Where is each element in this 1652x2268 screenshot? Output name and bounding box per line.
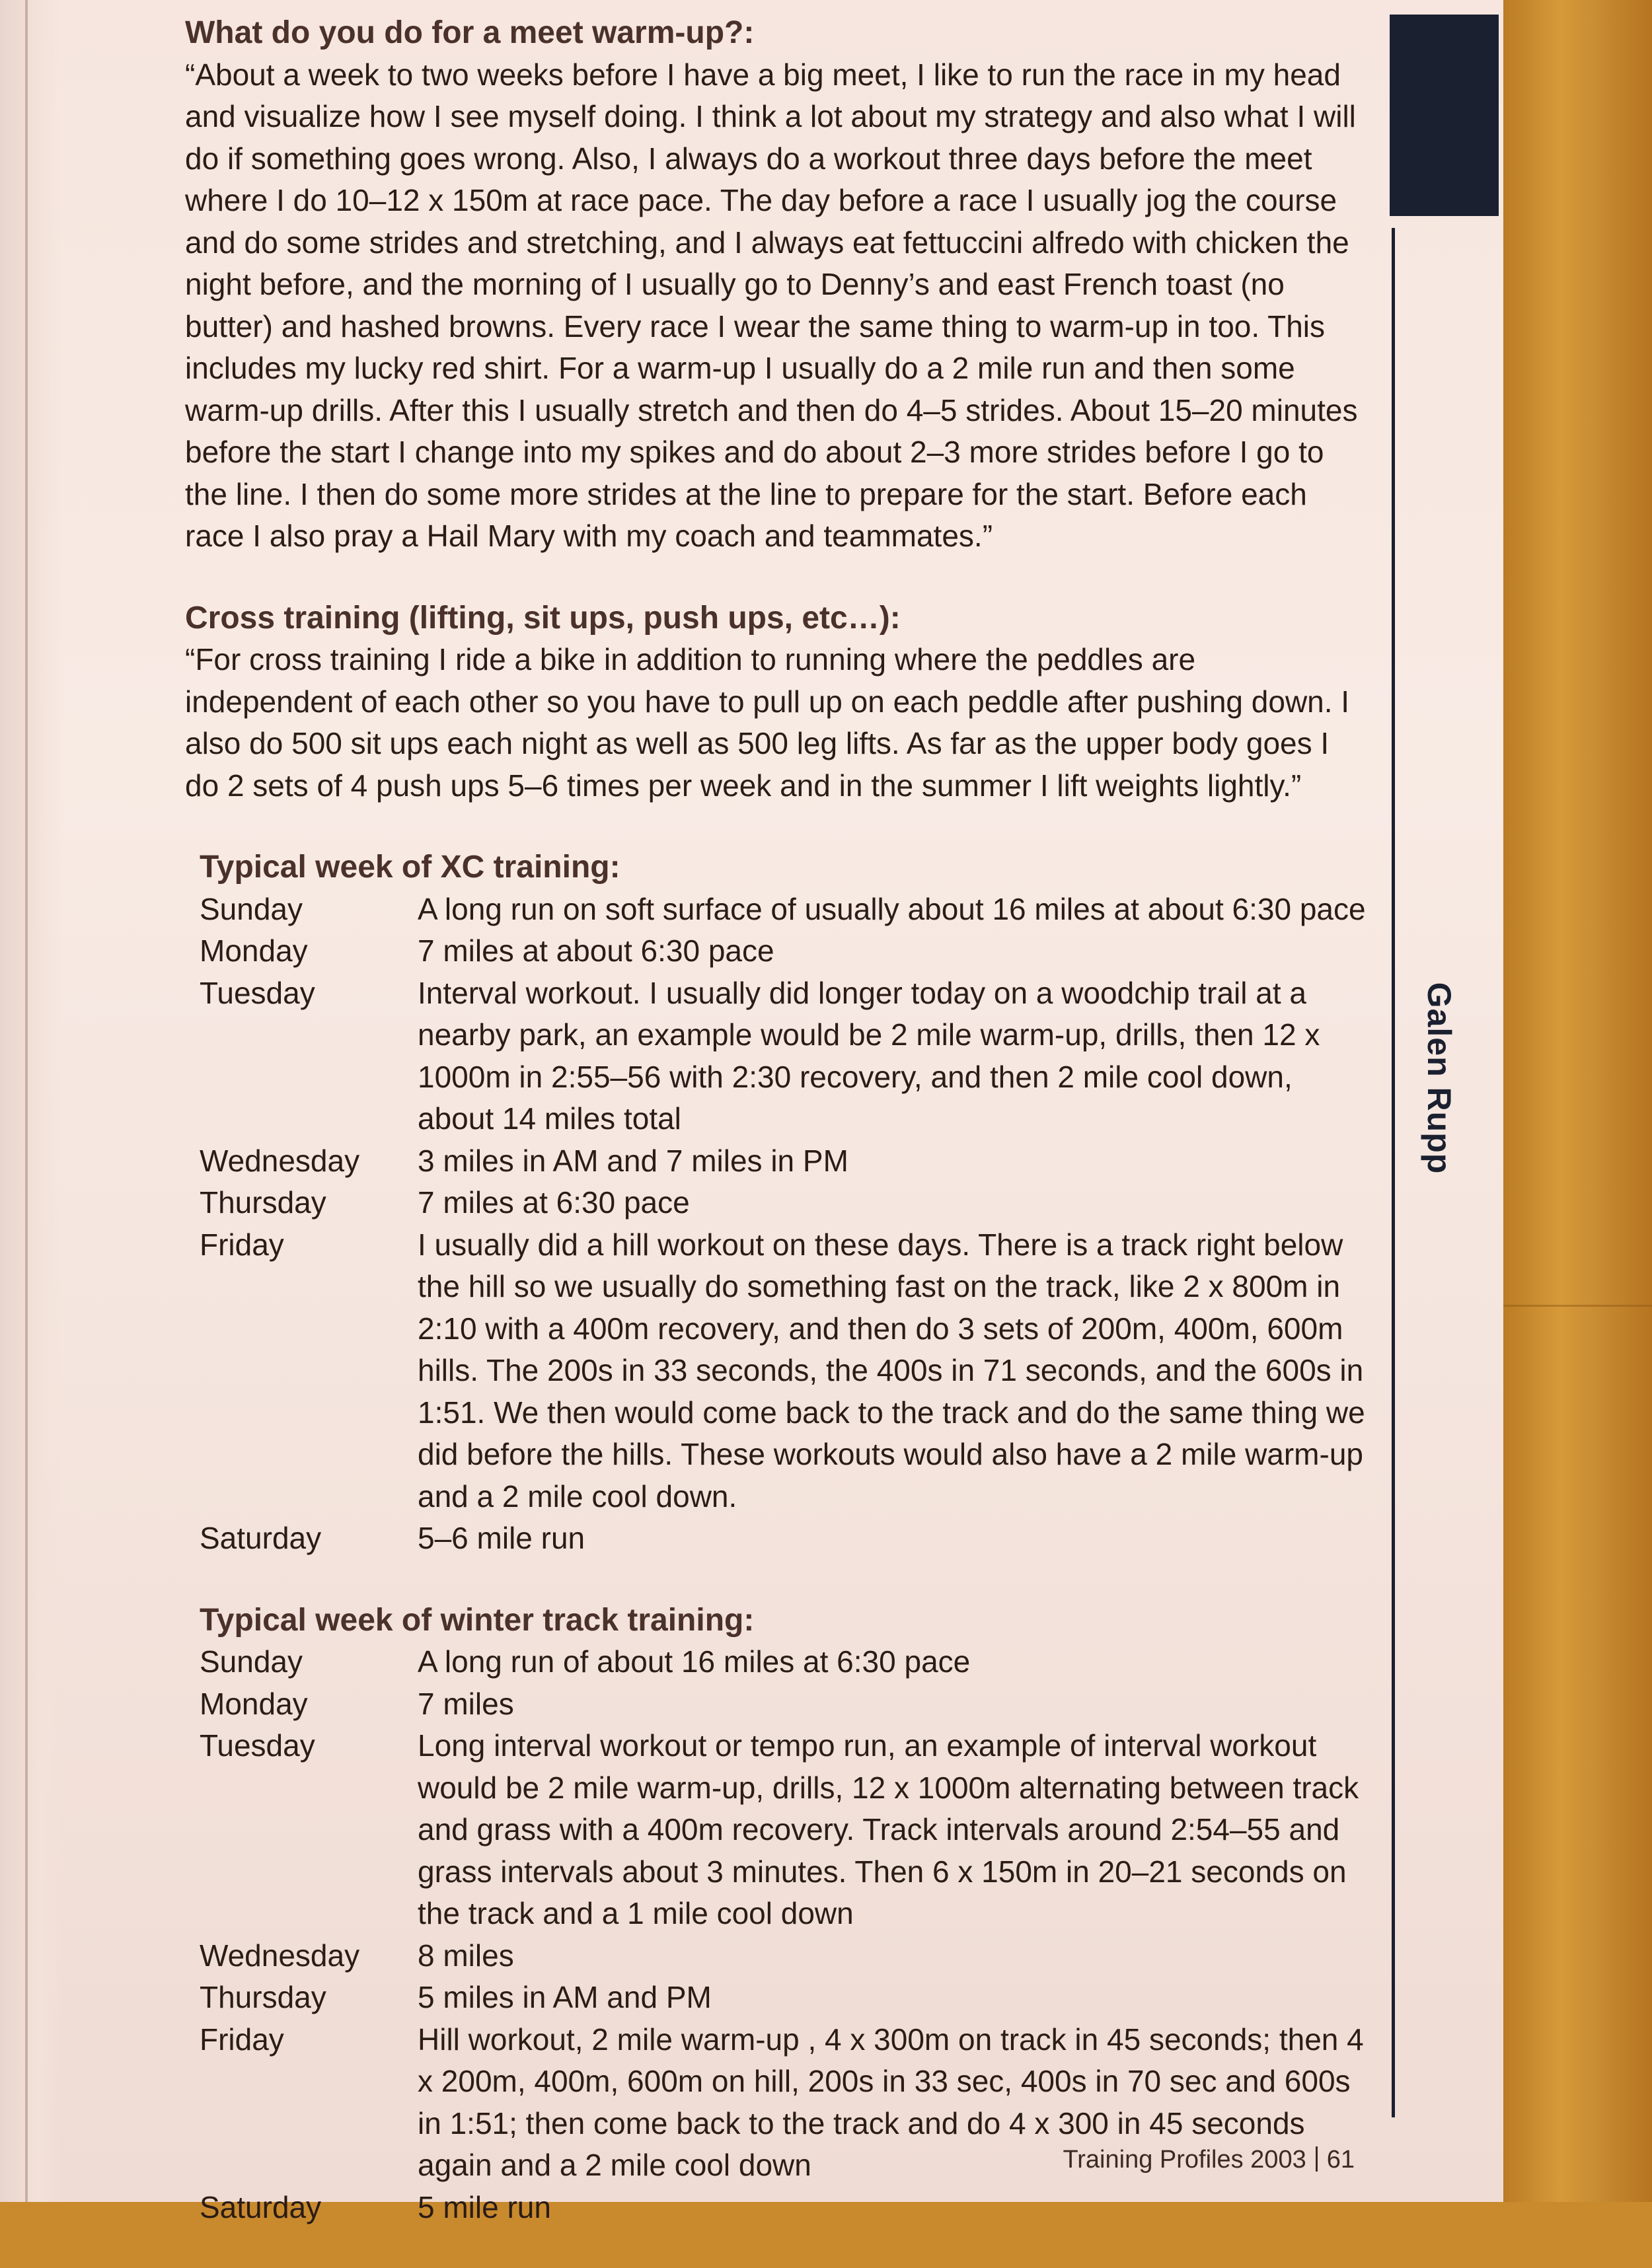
schedule-winter-track [185,1599,1371,2229]
section-heading: What do you do for a meet warm-up?: [185,15,755,50]
schedule-text: 3 miles in AM and 7 miles in PM [418,1143,848,1178]
schedule-row [185,1224,1371,1518]
schedule-row [185,930,1371,972]
section-heading: Cross training (lifting, sit ups, push ups, etc…): [185,600,901,636]
schedule-row [185,1641,1371,1683]
schedule-day: Monday [200,1686,308,1721]
page-footer [1063,2146,1355,2174]
schedule-day: Monday [200,933,308,968]
table-seam [1500,1305,1652,1307]
schedule-text: 5 mile run [418,2189,551,2224]
schedule-day: Saturday [200,1521,322,1555]
schedule-text: 7 miles at 6:30 pace [418,1185,690,1220]
schedule-text: I usually did a hill workout on these days. There is a track right below the hill so we usually do something fast on the track, like 2 x 800m in 2:10 with a 400m recovery, and then do 3 sets of 200m, 400m, 600m hills. The 200s in 33 seconds, the 400s in 71 seconds, and the 600s in 1:51. We then would come back to the track and do the same thing we did before the hills. These workouts would also have a 2 mile warm-up and a 2 mile cool down. [418,1227,1365,1514]
schedule-text: 5 miles in AM and PM [418,1980,712,2014]
schedule-day: Saturday [200,2189,322,2224]
schedule-text: Long interval workout or tempo run, an example of interval workout would be 2 mile warm-up, drills, 12 x 1000m alternating between track and grass with a 400m recovery. Track intervals around 2:54–55 and grass intervals about 3 minutes. Then 6 x 150m in 20–21 seconds on the track and a 1 mile cool down [418,1728,1359,1930]
section-cross-training [185,597,1371,807]
schedule-text: Interval workout. I usually did longer today on a woodchip trail at a nearby park, an example would be 2 mile warm-up, drills, then 12 x 1000m in 2:55–56 with 2:30 recovery, and then 2 mile cool down, about 14 miles total [418,975,1320,1136]
schedule-title: Typical week of XC training: [200,850,620,885]
publication-name: Training Profiles 2003 [1063,2146,1306,2174]
schedule-day: Tuesday [200,1728,315,1763]
schedule-text: A long run on soft surface of usually about 16 miles at about 6:30 pace [418,891,1366,926]
schedule-day: Thursday [200,1185,326,1220]
section-paragraph: “For cross training I ride a bike in addition to running where the peddles are independent of each other so you have to pull up on each peddle after pushing down. I also do 500 sit ups each night as well as 500 leg lifts. As far as the upper body goes I do 2 sets of 4 push ups 5–6 times per week and in the summer I lift weights lightly.” [185,642,1350,803]
schedule-day: Sunday [200,891,303,926]
page-number: 61 [1326,2146,1355,2174]
schedule-day: Tuesday [200,975,315,1010]
schedule-text: A long run of about 16 miles at 6:30 pace [418,1644,971,1679]
schedule-day: Friday [200,2022,284,2057]
section-tab-block [1390,15,1499,216]
schedule-row [185,1518,1371,1560]
schedule-row [185,1683,1371,1726]
schedule-row [185,1140,1371,1183]
schedule-text: 8 miles [418,1938,514,1973]
schedule-day: Friday [200,1227,284,1262]
schedule-xc [185,846,1371,1560]
footer-divider [1316,2146,1318,2172]
schedule-text: 7 miles [418,1686,514,1721]
running-header-name: Galen Rupp [1421,982,1458,1175]
schedule-title: Typical week of winter track training: [200,1602,755,1638]
schedule-text: Hill workout, 2 mile warm-up , 4 x 300m on track in 45 seconds; then 4 x 200m, 400m, 600m on hill, 200s in 33 sec, 400s in 70 sec and 600s in 1:51; then come back to the track and do 4 x 300 in 45 seconds again and a 2 mile cool down [418,2022,1364,2182]
schedule-row [185,972,1371,1140]
section-paragraph: “About a week to two weeks before I have a big meet, I like to run the race in my head and visualize how I see myself doing. I think a lot about my strategy and also what I will do if something goes wrong. Also, I always do a workout three days before the meet where I do 10–12 x 150m at race pace. The day before a race I usually jog the course and do some strides and stretching, and I always eat fettuccini alfredo with chicken the night before, and the morning of I usually go to Denny’s and east French toast (no butter) and hashed browns. Every race I wear the same thing to warm-up in too. This includes my lucky red shirt. For a warm-up I usually do a 2 mile run and then some warm-up drills. After this I usually stretch and then do 4–5 strides. About 15–20 minutes before the start I change into my spikes and do about 2–3 more strides before I go to the line. I then do some more strides at the line to prepare for the start. Before each race I also pray a Hail Mary with my coach and teammates.” [185,57,1358,553]
section-meet-warmup [185,12,1371,558]
vertical-rule [1392,228,1395,2117]
schedule-day: Thursday [200,1980,326,2014]
schedule-day: Sunday [200,1644,303,1679]
schedule-day: Wednesday [200,1938,360,1973]
schedule-text: 7 miles at about 6:30 pace [418,933,774,968]
schedule-row [185,1725,1371,1935]
schedule-text: 5–6 mile run [418,1521,585,1555]
schedule-row [185,1977,1371,2019]
schedule-row [185,889,1371,931]
wooden-table-background [1500,0,1652,2202]
schedule-day: Wednesday [200,1143,360,1178]
schedule-row [185,1935,1371,1977]
schedule-row [185,2187,1371,2229]
article-body [185,12,1371,2268]
page-spine [0,0,63,2202]
binding-line [25,0,28,2202]
schedule-row [185,1182,1371,1224]
